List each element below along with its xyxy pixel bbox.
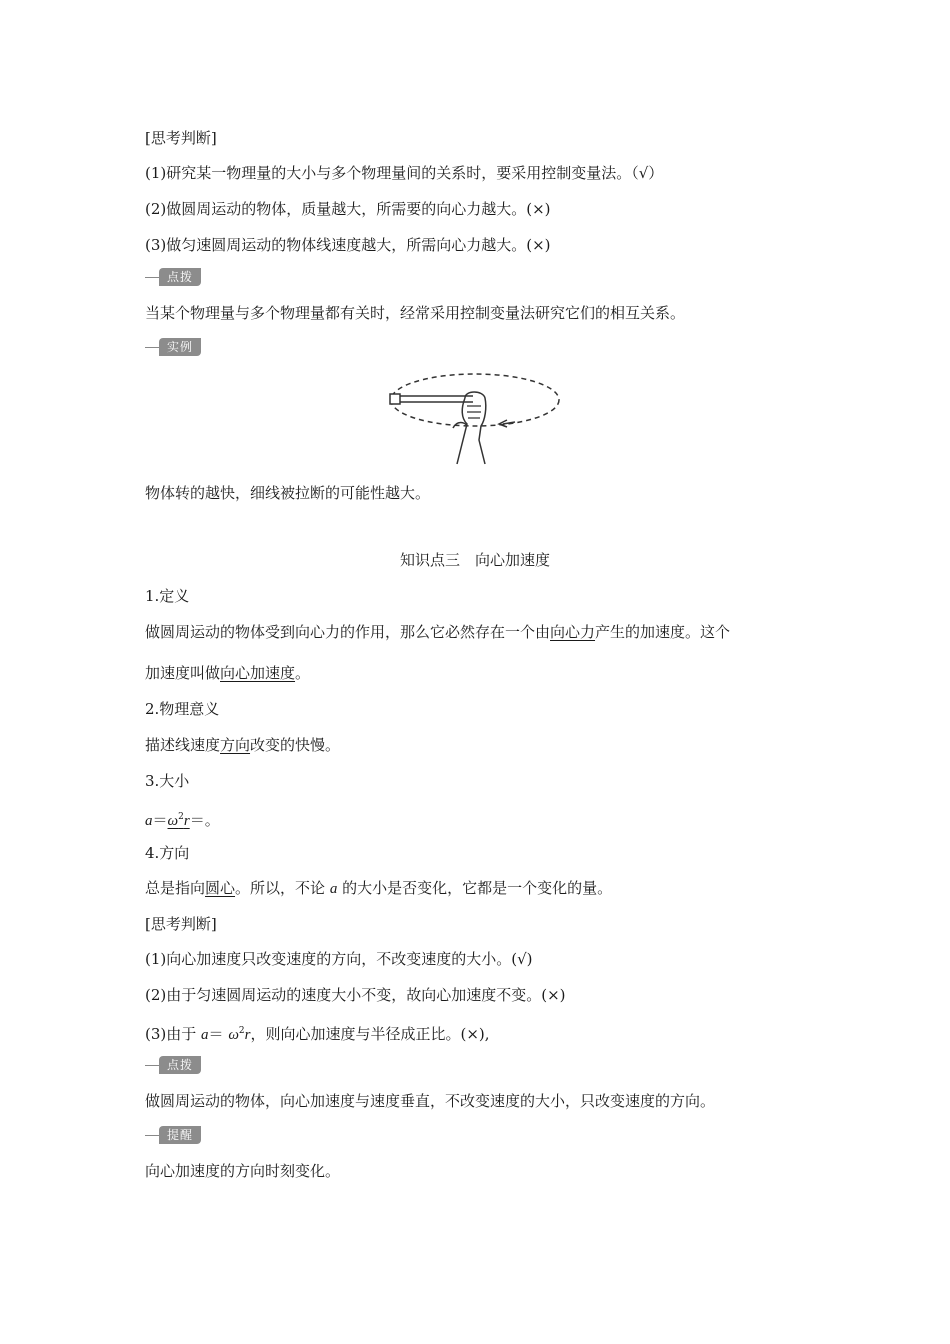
exponent: 2 (178, 812, 184, 822)
answer-underline: 向心加速度 (220, 664, 296, 682)
answer-underline: 向心力 (550, 623, 596, 641)
var-omega: ω (167, 813, 179, 829)
section-heading: 知识点三 向心加速度 (399, 551, 550, 569)
equals-sign: ＝ (152, 811, 168, 829)
think-judge-title-2: [思考判断] (145, 915, 217, 933)
var-r: r (183, 813, 190, 829)
text-fragment: 改变的快慢。 (250, 736, 341, 754)
remind-text: 向心加速度的方向时刻变化。 (145, 1162, 341, 1180)
hand-fingers (467, 406, 481, 418)
judge-item-2-1: (1)向心加速度只改变速度的方向，不改变速度的大小。(√) (145, 950, 533, 968)
answer-underline: 方向 (220, 736, 251, 754)
text-fragment: 总是指向 (145, 879, 206, 897)
judge-item-1-3: (3)做匀速圆周运动的物体线速度越大，所需向心力越大。(×) (145, 236, 551, 254)
text-fragment: ，则向心加速度与半径成正比。(×), (250, 1025, 490, 1043)
tip-tag-label: 点拨 (159, 268, 201, 286)
text-fragment: ＝。 (189, 811, 220, 829)
exponent: 2 (238, 1026, 245, 1036)
text-fragment: 。 (295, 664, 311, 682)
judge-item-1-1: (1)研究某一物理量的大小与多个物理量间的关系时，要采用控制变量法。（√） (145, 164, 664, 182)
equals-sign: ＝ (208, 1025, 224, 1043)
text-fragment: (3)由于 (145, 1025, 197, 1043)
text-fragment: 做圆周运动的物体受到向心力的作用，那么它必然存在一个由 (145, 623, 551, 641)
tip-text-2: 做圆周运动的物体，向心加速度与速度垂直，不改变速度的大小，只改变速度的方向。 (145, 1092, 716, 1110)
think-judge-title-1: [思考判断] (145, 129, 217, 147)
text-fragment: 。所以，不论 (235, 879, 326, 897)
direction-title: 4.方向 (145, 844, 190, 862)
answer-underline: 圆心 (205, 879, 236, 897)
var-a: a (201, 1027, 209, 1043)
meaning-title: 2.物理意义 (145, 700, 220, 718)
var-a: a (329, 881, 338, 897)
tip-tag-1 (145, 268, 203, 286)
var-omega: ω (228, 1027, 239, 1043)
remind-tag (145, 1126, 203, 1144)
text-fragment: 加速度叫做 (145, 664, 221, 682)
example-text: 物体转的越快，细线被拉断的可能性越大。 (145, 484, 431, 502)
hand-outline-right (465, 392, 486, 464)
var-a: a (145, 813, 153, 829)
example-tag (145, 338, 203, 356)
var-r: r (244, 1027, 251, 1043)
definition-title: 1.定义 (145, 587, 190, 605)
rotating-string-figure (385, 368, 565, 468)
size-title: 3.大小 (145, 772, 190, 790)
example-tag-label: 实例 (159, 338, 201, 356)
size-formula (145, 806, 220, 832)
tip-tag-label: 点拨 (159, 1056, 201, 1074)
text-fragment: 描述线速度 (145, 736, 221, 754)
meaning-text (145, 734, 340, 756)
judge-item-1-2: (2)做圆周运动的物体，质量越大，所需要的向心力越大。(×) (145, 200, 551, 218)
object-block (390, 394, 400, 404)
definition-line-1 (145, 621, 730, 643)
remind-tag-label: 提醒 (159, 1126, 201, 1144)
tip-text-1: 当某个物理量与多个物理量都有关时，经常采用控制变量法研究它们的相互关系。 (145, 304, 686, 322)
judge-item-2-3 (145, 1020, 490, 1046)
text-fragment: 的大小是否变化，它都是一个变化的量。 (342, 879, 613, 897)
hand-outline-left (457, 398, 467, 464)
judge-item-2-2: (2)由于匀速圆周运动的速度大小不变，故向心加速度不变。(×) (145, 986, 566, 1004)
tip-tag-2 (145, 1056, 203, 1074)
definition-line-2 (145, 662, 310, 684)
direction-text (145, 877, 612, 900)
text-fragment: 产生的加速度。这个 (595, 623, 731, 641)
